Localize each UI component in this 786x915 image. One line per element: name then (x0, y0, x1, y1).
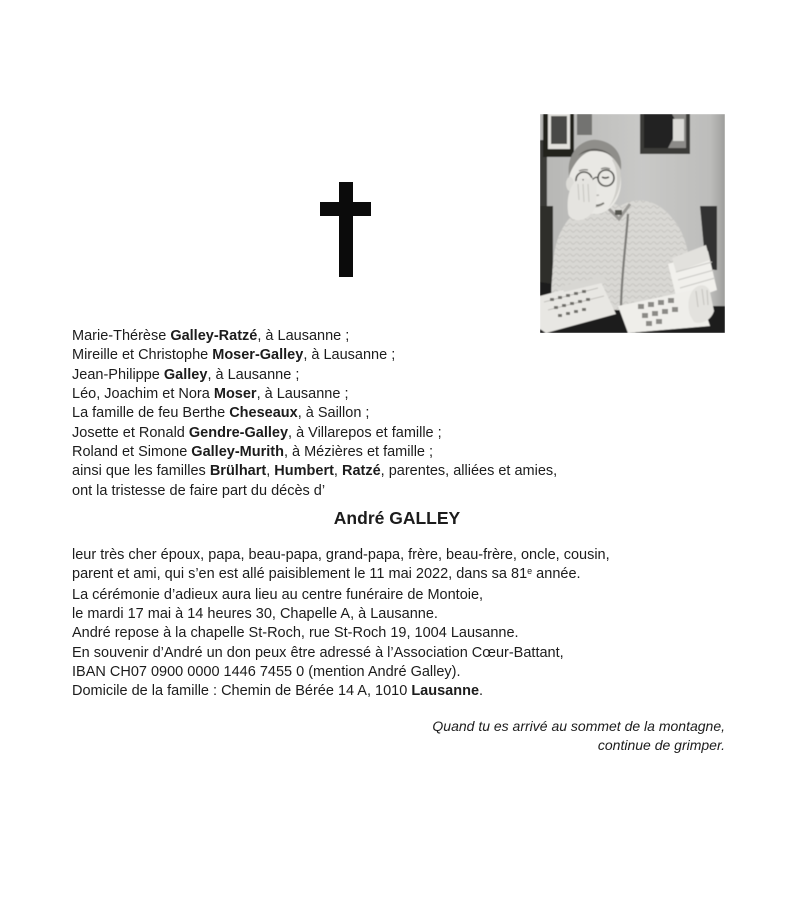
deceased-name: André GALLEY (333, 508, 461, 528)
family-line (72, 404, 752, 423)
bold-name: Cheseaux (229, 405, 298, 422)
text-segment: parent et ami, qui s’en est allé paisiblement le 11 mai 2022, dans sa 81 (72, 566, 528, 583)
text-segment: , parentes, alliées et amies, (380, 463, 558, 480)
latin-cross-icon (320, 182, 371, 277)
announcement-line (72, 624, 762, 643)
text-segment: le mardi 17 mai à 14 heures 30, Chapelle A, à Lausanne. (72, 606, 438, 623)
text-segment: Léo, Joachim et Nora (72, 386, 214, 403)
bold-name: Humbert (274, 463, 334, 480)
family-line (72, 366, 752, 385)
bold-name: Ratzé (341, 463, 381, 480)
text-segment: , à Villarepos et famille ; (288, 424, 442, 441)
family-line (72, 385, 752, 404)
announcement-body (72, 546, 762, 702)
text-segment: ainsi que les familles (72, 463, 210, 480)
portrait-photo (540, 114, 725, 333)
text-segment: Quand tu es arrivé au sommet de la montagne, (432, 718, 725, 734)
announcement-line (72, 546, 762, 565)
text-segment: , à Lausanne ; (207, 366, 300, 383)
bold-name: Brülhart (209, 463, 267, 480)
text-segment: IBAN CH07 0900 0000 1446 7455 0 (mention André Galley). (72, 664, 461, 681)
text-segment: année. (532, 566, 581, 583)
announcement-line (72, 565, 762, 585)
announcement-line (72, 644, 762, 663)
memorial-quote (305, 717, 725, 756)
family-line (72, 346, 752, 365)
bold-name: Galley-Murith (191, 444, 284, 461)
family-line (72, 327, 752, 346)
text-segment: leur très cher époux, papa, beau-papa, grand-papa, frère, beau-frère, oncle, cousin, (72, 547, 610, 563)
text-segment: Josette et Ronald (72, 424, 189, 441)
cross-horizontal-bar (320, 202, 371, 216)
bold-name: Galley (163, 366, 208, 383)
text-segment: Roland et Simone (72, 444, 192, 461)
family-line (72, 462, 752, 481)
bold-name: Gendre-Galley (188, 424, 289, 441)
text-segment: Mireille et Christophe (72, 347, 213, 364)
text-segment: , à Mézières et famille ; (283, 444, 434, 461)
announcement-line (72, 663, 762, 682)
text-segment: , à Lausanne ; (256, 386, 349, 403)
text-segment: Jean-Philippe (72, 366, 164, 383)
bold-name: Moser-Galley (212, 347, 304, 364)
text-segment: , à Saillon ; (297, 405, 370, 422)
bold-name: Moser (213, 386, 257, 403)
family-line (72, 424, 752, 443)
text-segment: Marie-Thérèse (72, 328, 171, 344)
cross-vertical-bar (339, 182, 353, 277)
text-segment: André repose à la chapelle St-Roch, rue St-Roch 19, 1004 Lausanne. (72, 625, 519, 642)
bold-name: Lausanne (411, 683, 480, 700)
family-line (72, 482, 752, 501)
family-line (72, 443, 752, 462)
family-announcement-list (72, 327, 752, 501)
quote-line (305, 717, 725, 736)
superscript: e (527, 566, 533, 577)
announcement-line (72, 586, 762, 605)
announcement-line (72, 682, 762, 701)
portrait-illustration (540, 114, 725, 333)
text-segment: , (333, 463, 342, 480)
text-segment: La cérémonie d’adieux aura lieu au centre funéraire de Montoie, (72, 586, 484, 603)
text-segment: , à Lausanne ; (257, 328, 350, 344)
text-segment: , à Lausanne ; (303, 347, 396, 364)
text-segment: ont la tristesse de faire part du décès d’ (72, 482, 326, 499)
quote-line (305, 736, 725, 755)
text-segment: En souvenir d’André un don peux être adressé à l’Association Cœur-Battant, (72, 644, 564, 661)
bold-name: Galley-Ratzé (170, 328, 258, 344)
text-segment: continue de grimper. (597, 737, 725, 754)
announcement-line (72, 605, 762, 624)
text-segment: , (266, 463, 275, 480)
text-segment: Domicile de la famille : Chemin de Bérée 14 A, 1010 (72, 683, 412, 700)
text-segment: . (479, 683, 484, 700)
text-segment: La famille de feu Berthe (72, 405, 230, 422)
